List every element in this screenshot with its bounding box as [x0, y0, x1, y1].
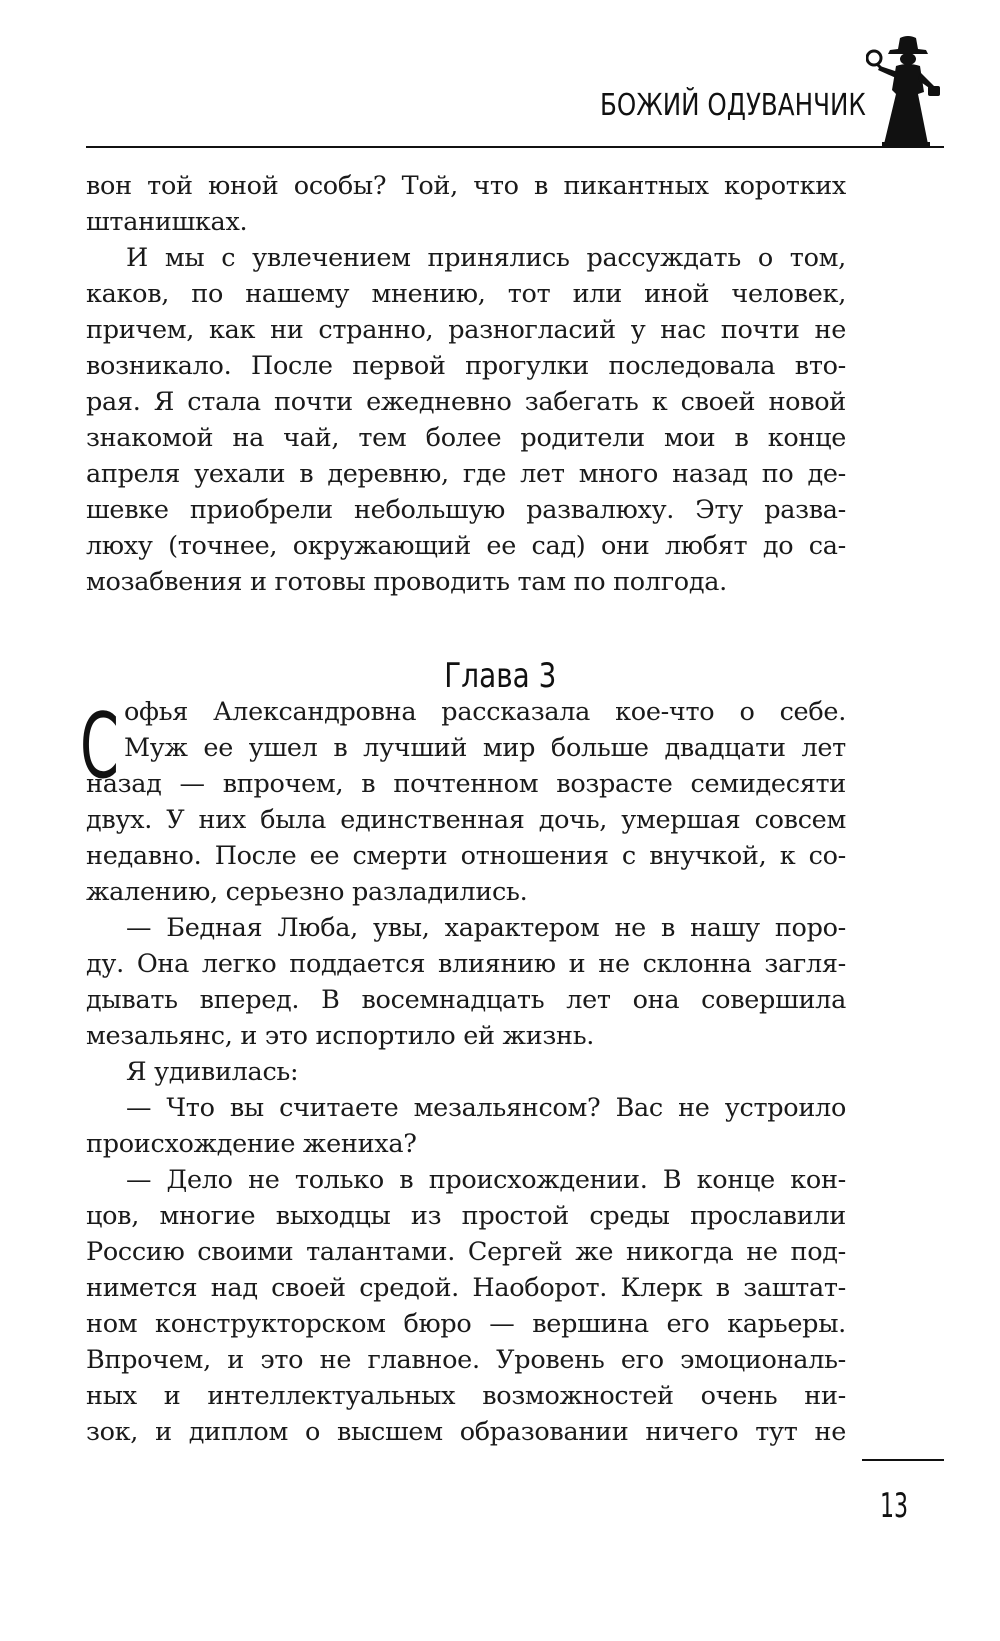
text-line: знакомой на чай, тем более родители мои в конце — [86, 423, 846, 453]
text-line: офья Александровна рассказала кое-что о себе. — [124, 697, 846, 727]
drop-cap: С — [80, 694, 119, 799]
text-line: шевке приобрели небольшую развалюху. Эту разва- — [86, 495, 846, 525]
text-line: — Что вы считаете мезальянсом? Вас не устроило — [126, 1093, 846, 1123]
detective-silhouette-icon — [866, 32, 946, 150]
text-block-top — [86, 168, 846, 600]
page-number: 13 — [880, 1486, 909, 1526]
header-rule — [86, 146, 944, 148]
text-line: люху (точнее, окружающий ее сад) они любят до са- — [86, 531, 846, 561]
text-line: рая. Я стала почти ежедневно забегать к своей новой — [86, 387, 846, 417]
footer-rule — [862, 1459, 944, 1461]
text-line: нимется над своей средой. Наоборот. Клерк в заштат- — [86, 1273, 846, 1303]
text-line: двух. У них была единственная дочь, умершая совсем — [86, 805, 846, 835]
chapter-heading: Глава 3 — [443, 656, 557, 696]
text-line: происхождение жениха? — [86, 1129, 417, 1159]
text-line: мезальянс, и это испортило ей жизнь. — [86, 1021, 595, 1051]
text-line: каков, по нашему мнению, тот или иной человек, — [86, 279, 846, 309]
text-line: ду. Она легко поддается влиянию и не склонна загля- — [86, 949, 846, 979]
text-line: — Дело не только в происхождении. В конце кон- — [126, 1165, 846, 1195]
text-line: И мы с увлечением принялись рассуждать о том, — [126, 243, 846, 273]
text-block-dropcap — [124, 694, 846, 766]
text-line: штанишках. — [86, 207, 248, 237]
text-line: Впрочем, и это не главное. Уровень его эмоциональ- — [86, 1345, 846, 1375]
text-line: апреля уехали в деревню, где лет много назад по де- — [86, 459, 846, 489]
text-line: ных и интеллектуальных возможностей очень ни- — [86, 1381, 846, 1411]
text-block-bottom — [86, 766, 846, 1450]
text-line: Я удивилась: — [126, 1057, 299, 1087]
running-title: БОЖИЙ ОДУВАНЧИК — [600, 88, 866, 123]
text-line: Россию своими талантами. Сергей же никогда не под- — [86, 1237, 846, 1267]
text-line: цов, многие выходцы из простой среды прославили — [86, 1201, 846, 1231]
text-line: вон той юной особы? Той, что в пикантных коротких — [86, 171, 846, 201]
text-line: Муж ее ушел в лучший мир больше двадцати лет — [124, 733, 846, 763]
text-line: — Бедная Люба, увы, характером не в нашу поро- — [126, 913, 846, 943]
text-line: причем, как ни странно, разногласий у нас почти не — [86, 315, 846, 345]
text-line: зок, и диплом о высшем образовании ничего тут не — [86, 1417, 846, 1447]
text-line: жалению, серьезно разладились. — [86, 877, 528, 907]
text-line: назад — впрочем, в почтенном возрасте семидесяти — [86, 769, 846, 799]
text-line: недавно. После ее смерти отношения с внучкой, к со- — [86, 841, 846, 871]
text-line: дывать вперед. В восемнадцать лет она совершила — [86, 985, 846, 1015]
text-line: возникало. После первой прогулки последовала вто- — [86, 351, 846, 381]
text-line: мозабвения и готовы проводить там по полгода. — [86, 567, 727, 597]
text-line: ном конструкторском бюро — вершина его карьеры. — [86, 1309, 846, 1339]
